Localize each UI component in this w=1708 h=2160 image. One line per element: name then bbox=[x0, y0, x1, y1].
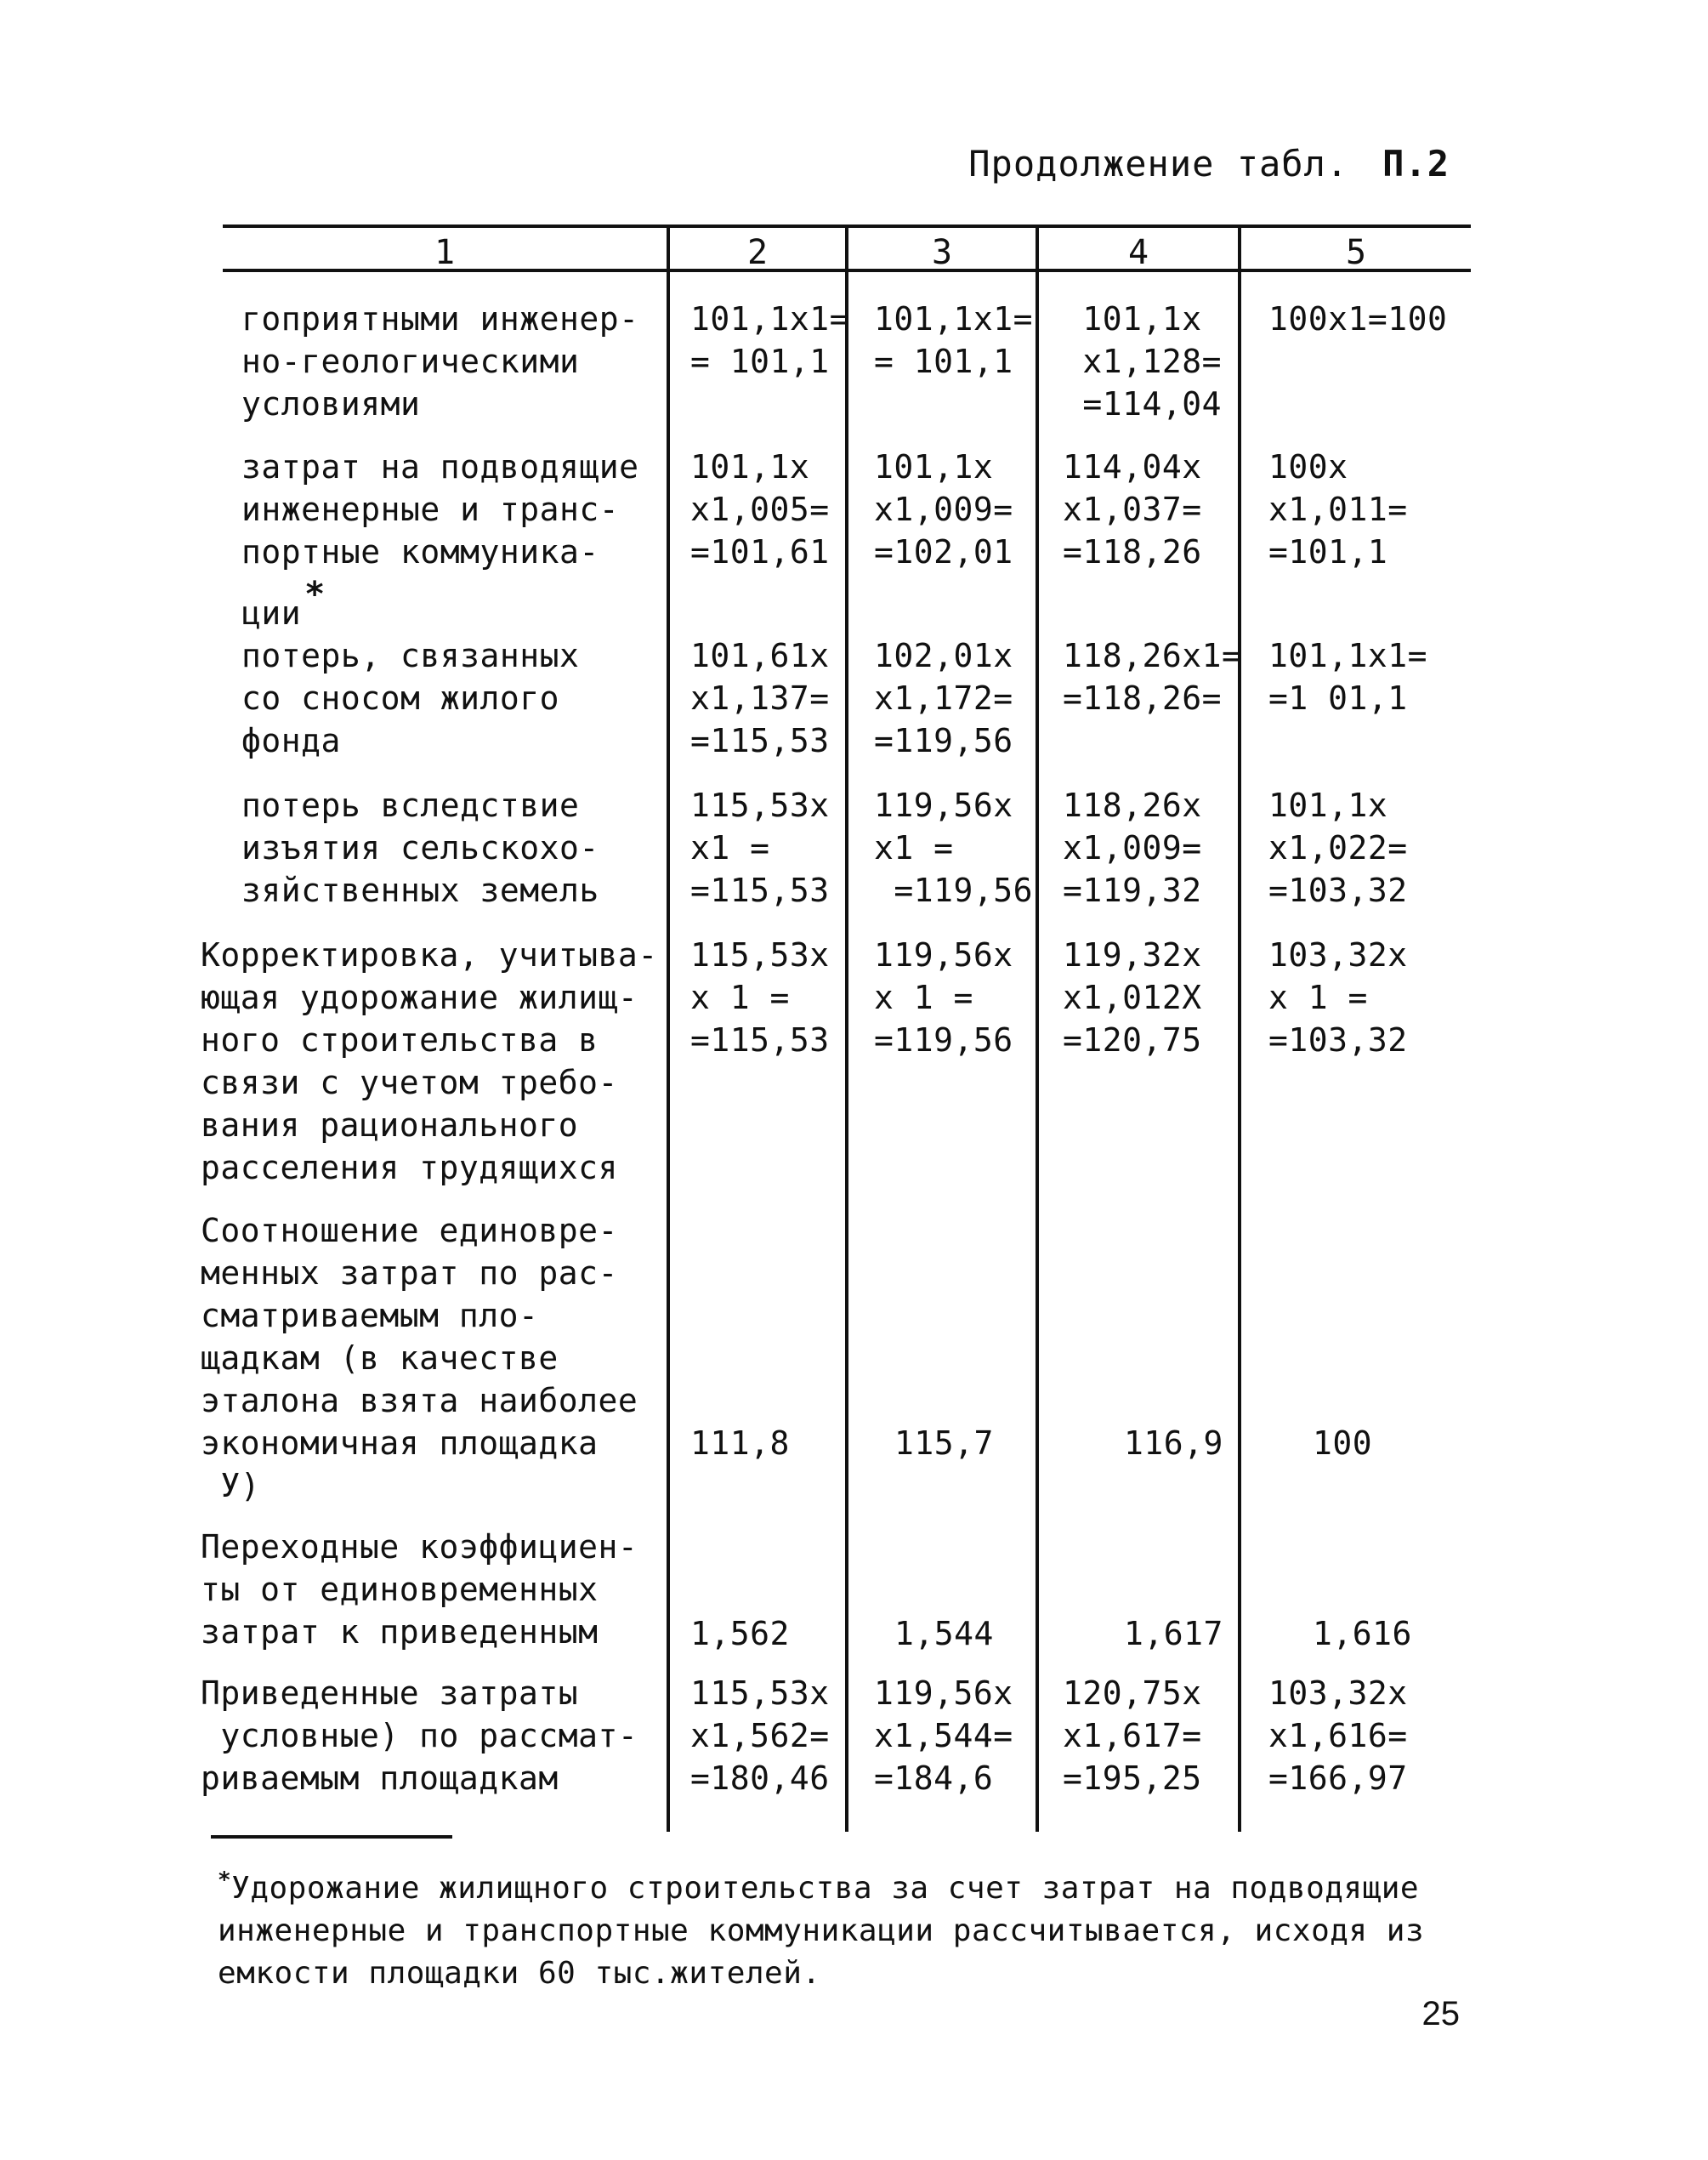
table-cell: 120,75x x1,617= =195,25 bbox=[1063, 1674, 1202, 1797]
row-label: Переходные коэффициен- ты от единовременных затрат к приведенным bbox=[201, 1528, 638, 1651]
row-label-text: затрат на подводящие инженерные и транс- портные коммуника- ции bbox=[241, 448, 639, 632]
table-cell: 101,1x x1,022= =103,32 bbox=[1268, 787, 1408, 909]
table-cell: 115,53x x1 = =115,53 bbox=[690, 787, 830, 909]
column-header: 3 bbox=[931, 233, 953, 272]
row-label bbox=[241, 446, 701, 634]
column-divider bbox=[1036, 226, 1039, 1832]
table-cell: 103,32x x1,616= =166,97 bbox=[1268, 1674, 1408, 1797]
table-cell: 118,26x1= =118,26= bbox=[1063, 637, 1242, 717]
table-cell: 115,7 bbox=[894, 1424, 994, 1462]
table-cell: 119,56x x1 = =119,56 bbox=[874, 787, 1034, 909]
table-cell: 118,26x x1,009= =119,32 bbox=[1063, 787, 1202, 909]
column-header: 1 bbox=[434, 233, 456, 272]
caption-table-number: П.2 bbox=[1382, 143, 1450, 185]
column-divider bbox=[845, 226, 848, 1832]
row-label: Корректировка, учитыва- ющая удорожание жилищ- ного строительства в связи с учетом требо- вания рационального расселения трудящихся bbox=[201, 936, 658, 1186]
column-header: 4 bbox=[1127, 233, 1149, 272]
table-cell: 101,1x1= =1 01,1 bbox=[1268, 637, 1428, 717]
table-cell: 100x1=100 bbox=[1268, 300, 1448, 338]
row-label: потерь вследствие изъятия сельскохо- зяйственных земель bbox=[241, 787, 599, 909]
table-cell: 119,56x x 1 = =119,56 bbox=[874, 936, 1013, 1059]
table-cell: 1,544 bbox=[894, 1615, 994, 1652]
footnote-marker: * bbox=[218, 1867, 232, 1893]
table-cell: 103,32x x 1 = =103,32 bbox=[1268, 936, 1408, 1059]
table-cell: 116,9 bbox=[1124, 1424, 1223, 1462]
table-cell: 101,61x x1,137= =115,53 bbox=[690, 637, 830, 759]
table-caption bbox=[968, 143, 1450, 185]
table-cell: 114,04x x1,037= =118,26 bbox=[1063, 448, 1202, 571]
table-cell: 111,8 bbox=[690, 1424, 790, 1462]
table-cell: 115,53x x 1 = =115,53 bbox=[690, 936, 830, 1059]
table-cell: 101,1x1= = 101,1 bbox=[690, 300, 850, 380]
table-cell: 119,56x x1,544= =184,6 bbox=[874, 1674, 1013, 1797]
footnote bbox=[218, 1859, 1493, 1995]
table-cell: 100 bbox=[1313, 1424, 1373, 1462]
column-divider bbox=[1238, 226, 1241, 1832]
row-label: Соотношение единовре- менных затрат по рас- сматриваемым пло- щадкам (в качестве эталона взята наиболее экономичная площадка У) bbox=[201, 1212, 638, 1504]
page-number: 25 bbox=[1421, 1995, 1460, 2032]
table-cell: 115,53x x1,562= =180,46 bbox=[690, 1674, 830, 1797]
table-cell: 101,1x x1,005= =101,61 bbox=[690, 448, 830, 571]
table-cell: 100x x1,011= =101,1 bbox=[1268, 448, 1408, 571]
caption-text: Продолжение табл. bbox=[968, 143, 1349, 185]
column-header: 2 bbox=[746, 233, 769, 272]
footnote-marker: * bbox=[304, 575, 326, 614]
table-cell: 102,01x x1,172= =119,56 bbox=[874, 637, 1013, 759]
row-label: потерь, связанных со сносом жилого фонда bbox=[241, 637, 580, 759]
column-header: 5 bbox=[1345, 233, 1367, 272]
table-cell: 101,1x x1,009= =102,01 bbox=[874, 448, 1013, 571]
row-label: Приведенные затраты условные) по рассмат- риваемым площадкам bbox=[201, 1674, 638, 1797]
table-cell: 1,617 bbox=[1124, 1615, 1223, 1652]
table-cell: 1,562 bbox=[690, 1615, 790, 1652]
table-cell: 119,32x x1,012X =120,75 bbox=[1063, 936, 1202, 1059]
table-cell: 1,616 bbox=[1313, 1615, 1412, 1652]
footnote-rule bbox=[211, 1835, 452, 1839]
table-cell: 101,1x1= = 101,1 bbox=[874, 300, 1034, 380]
row-label: гоприятными инженер- но-геологическими условиями bbox=[241, 300, 639, 423]
table-cell: 101,1x x1,128= =114,04 bbox=[1082, 300, 1223, 423]
footnote-text: Удорожание жилищного строительства за счет затрат на подводящие инженерные и транспортные коммуникации рассчитывается, исходя из емкости площадки 60 тыс.жителей. bbox=[218, 1871, 1425, 1991]
